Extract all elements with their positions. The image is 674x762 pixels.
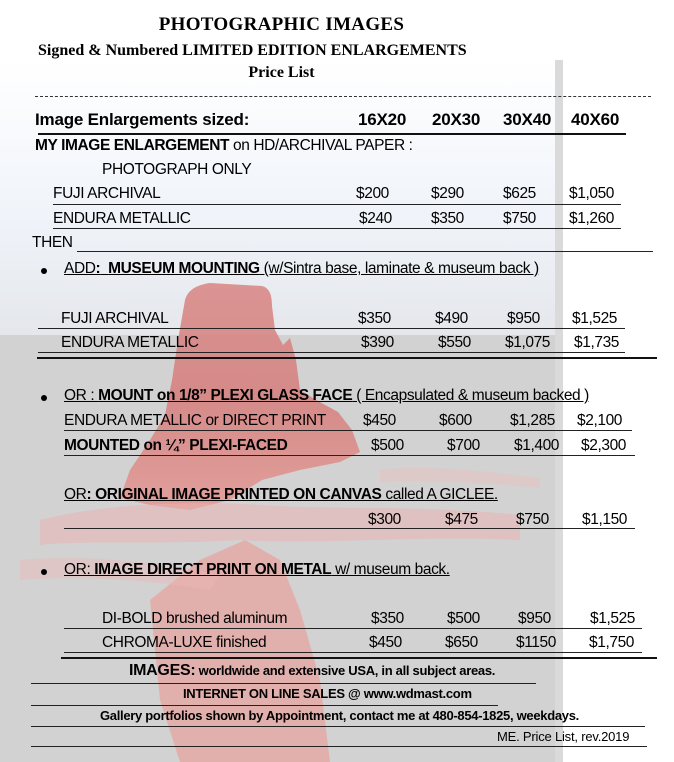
row-underline	[64, 652, 642, 653]
page-title: PHOTOGRAPHIC IMAGES	[158, 14, 405, 35]
price-cell: $500	[371, 437, 404, 454]
section-metal-prefix: OR:	[64, 561, 95, 578]
price-cell: $1,150	[582, 511, 628, 528]
bullet-icon	[41, 395, 47, 401]
price-list-label: Price List	[248, 64, 315, 81]
price-cell: $1,075	[505, 334, 551, 351]
footer-images	[129, 662, 495, 680]
row-underline	[64, 455, 635, 456]
bullet-icon	[41, 268, 47, 274]
price-cell: $1,260	[569, 210, 615, 227]
row-underline	[38, 352, 625, 353]
price-cell: $1,525	[590, 610, 636, 627]
row-underline	[64, 528, 635, 529]
section-museum-prefix: ADD	[64, 260, 96, 277]
footer-images-bold: IMAGES:	[129, 662, 196, 679]
footer-underline	[31, 683, 536, 684]
section-paper-heading-rest: on HD/ARCHIVAL PAPER :	[229, 137, 413, 154]
footer-images-rest: worldwide and extensive USA, in all subject areas.	[195, 663, 496, 678]
price-cell: $950	[507, 310, 540, 327]
section-divider	[37, 357, 657, 359]
size-header: 30X40	[503, 110, 552, 129]
price-cell: $1,400	[514, 437, 560, 454]
price-cell: $750	[516, 511, 549, 528]
row-label: FUJI ARCHIVAL	[61, 310, 169, 327]
footer-underline	[31, 726, 645, 727]
price-cell: $1,750	[589, 634, 635, 651]
row-underline	[64, 430, 632, 431]
row-label: FUJI ARCHIVAL	[53, 185, 161, 202]
price-cell: $490	[435, 310, 468, 327]
row-underline	[64, 628, 642, 629]
footer-underline	[31, 746, 647, 747]
price-cell: $200	[356, 185, 389, 202]
price-cell: $240	[359, 210, 392, 227]
price-cell: $2,300	[581, 437, 627, 454]
section-museum-colon: :	[95, 260, 101, 277]
price-cell: $1,285	[510, 412, 556, 429]
section-metal-heading	[64, 561, 450, 579]
section-paper-heading-bold: MY IMAGE ENLARGEMENT	[35, 137, 230, 154]
price-cell: $1,525	[572, 310, 618, 327]
footer-underline	[31, 705, 498, 706]
page-subtitle: Signed & Numbered LIMITED EDITION ENLARGEMENTS	[38, 42, 467, 59]
section-plexi-heading-bold: MOUNT on 1/8” PLEXI GLASS FACE	[98, 387, 353, 404]
row-label: MOUNTED on ¼” PLEXI-FACED	[64, 437, 288, 454]
row-label: ENDURA METALLIC	[53, 210, 191, 227]
section-museum-heading-bold: MUSEUM MOUNTING	[108, 260, 260, 277]
section-museum-heading-rest: (w/Sintra base, laminate & museum back )	[259, 260, 539, 277]
section-museum-heading	[64, 260, 539, 278]
sizes-row-label: Image Enlargements sized:	[35, 110, 250, 129]
row-label: DI-BOLD brushed aluminum	[102, 610, 288, 627]
section-metal-heading-bold: IMAGE DIRECT PRINT ON METAL	[94, 561, 332, 578]
price-cell: $450	[369, 634, 402, 651]
header-underline	[38, 133, 626, 135]
price-cell: $350	[358, 310, 391, 327]
price-cell: $1150	[516, 634, 556, 651]
price-cell: $290	[431, 185, 464, 202]
price-cell: $550	[438, 334, 471, 351]
section-paper-subheading: PHOTOGRAPH ONLY	[102, 161, 252, 178]
price-cell: $625	[503, 185, 536, 202]
size-header: 20X30	[432, 110, 481, 129]
section-canvas-colon: :	[86, 486, 96, 503]
footer-revision: ME. Price List, rev.2019	[497, 729, 630, 744]
section-metal-heading-rest: w/ museum back.	[331, 561, 450, 578]
footer-gallery: Gallery portfolios shown by Appointment, contact me at 480-854-1825, weekdays.	[100, 708, 579, 723]
price-cell: $650	[445, 634, 478, 651]
row-label: ENDURA METALLIC	[61, 334, 199, 351]
price-cell: $475	[445, 511, 478, 528]
section-canvas-prefix: OR	[64, 486, 87, 503]
bullet-icon	[41, 569, 47, 575]
section-divider	[61, 657, 657, 659]
price-cell: $1,735	[574, 334, 620, 351]
footer-internet-link[interactable]: INTERNET ON LINE SALES @ www.wdmast.com	[183, 686, 472, 701]
section-canvas-heading	[64, 486, 498, 504]
section-canvas-heading-rest: called A GICLEE.	[381, 486, 498, 503]
price-cell: $2,100	[577, 412, 623, 429]
price-cell: $350	[431, 210, 464, 227]
row-label: CHROMA-LUXE finished	[102, 634, 267, 651]
price-cell: $600	[439, 412, 472, 429]
size-header: 16X20	[358, 110, 407, 129]
price-cell: $950	[518, 610, 551, 627]
row-label: ENDURA METALLIC or DIRECT PRINT	[64, 412, 326, 429]
price-cell: $300	[368, 511, 401, 528]
row-underline	[38, 328, 625, 329]
dashed-divider	[35, 96, 651, 97]
size-header: 40X60	[571, 110, 620, 129]
price-cell: $500	[447, 610, 480, 627]
section-plexi-prefix: OR :	[64, 387, 99, 404]
section-canvas-heading-bold: ORIGINAL IMAGE PRINTED ON CANVAS	[95, 486, 382, 503]
section-plexi-heading-rest: ( Encapsulated & museum backed )	[352, 387, 589, 404]
price-cell: $390	[361, 334, 394, 351]
price-cell: $350	[371, 610, 404, 627]
then-line	[77, 251, 653, 252]
row-underline	[53, 204, 621, 205]
row-underline	[53, 228, 621, 229]
section-paper-heading	[35, 137, 413, 155]
price-cell: $450	[363, 412, 396, 429]
section-plexi-heading	[64, 387, 589, 405]
price-cell: $750	[503, 210, 536, 227]
then-label: THEN	[32, 234, 73, 251]
price-cell: $700	[447, 437, 480, 454]
price-cell: $1,050	[569, 185, 615, 202]
